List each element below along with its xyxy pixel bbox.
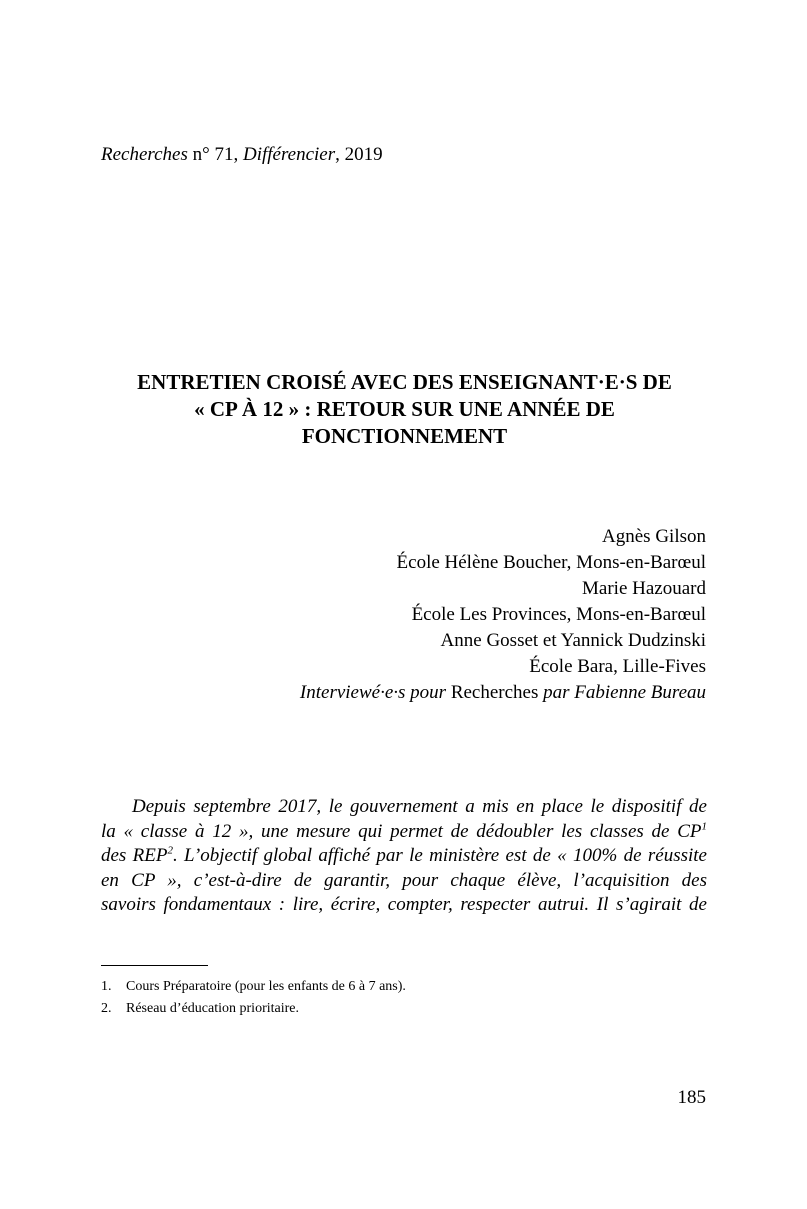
body-line: Depuis septembre 2017, le gouvernement a mis en place le dispositif de [132,796,707,817]
footnote-ref-1[interactable]: 1 [701,820,707,833]
body-text-segment: la « classe à 12 », une mesure qui permet de dédoubler les classes de CP [101,820,702,842]
footnote-separator [101,965,208,966]
body-text-segment: . L’objectif global affiché par le ministère est de « 100% de réussite [172,845,707,866]
body-line: savoirs fondamentaux : lire, écrire, compter, respecter autrui. Il s’agirait de [101,894,707,915]
footnote-number: 1. [101,979,112,994]
credit-part1: Interviewé·e·s pour [299,682,451,703]
header-year: , 2019 [335,144,383,165]
footnote-item [101,998,406,1020]
body-line [101,844,707,869]
running-header [101,143,383,167]
header-issue-title: Différencier [242,144,336,165]
interview-credit [300,680,706,706]
body-paragraph [101,795,707,918]
author-affiliation: École Hélène Boucher, Mons-en-Barœul [396,552,706,573]
author-affiliation: École Bara, Lille-Fives [529,656,706,677]
body-line [101,820,707,845]
title-line: FONCTIONNEMENT [301,424,508,448]
footnote-item [101,976,406,998]
body-line: en CP », c’est-à-dire de garantir, pour chaque élève, l’acquisition des [101,869,707,891]
footnote-ref-2[interactable]: 2 [167,844,173,857]
credit-journal: Recherches [450,682,539,703]
author-block [300,524,706,706]
body-text-segment: des REP [101,845,168,866]
footnotes [101,976,406,1020]
page-number: 185 [677,1087,706,1108]
author-name: Agnès Gilson [602,526,706,547]
header-number: n° 71, [187,144,243,165]
footnote-number: 2. [101,1001,112,1016]
footnote-text: Réseau d’éducation prioritaire. [126,1001,299,1016]
footnote-text: Cours Préparatoire (pour les enfants de 6 à 7 ans). [126,979,406,994]
article-title [101,369,708,450]
author-name: Anne Gosset et Yannick Dudzinski [440,630,706,651]
header-journal: Recherches [101,144,188,165]
title-line: ENTRETIEN CROISÉ AVEC DES ENSEIGNANT·E·S DE [137,370,672,394]
author-affiliation: École Les Provinces, Mons-en-Barœul [411,604,706,625]
title-line: « CP À 12 » : RETOUR SUR UNE ANNÉE DE [194,397,615,421]
credit-part2: par Fabienne Bureau [538,682,706,703]
author-name: Marie Hazouard [582,578,706,599]
